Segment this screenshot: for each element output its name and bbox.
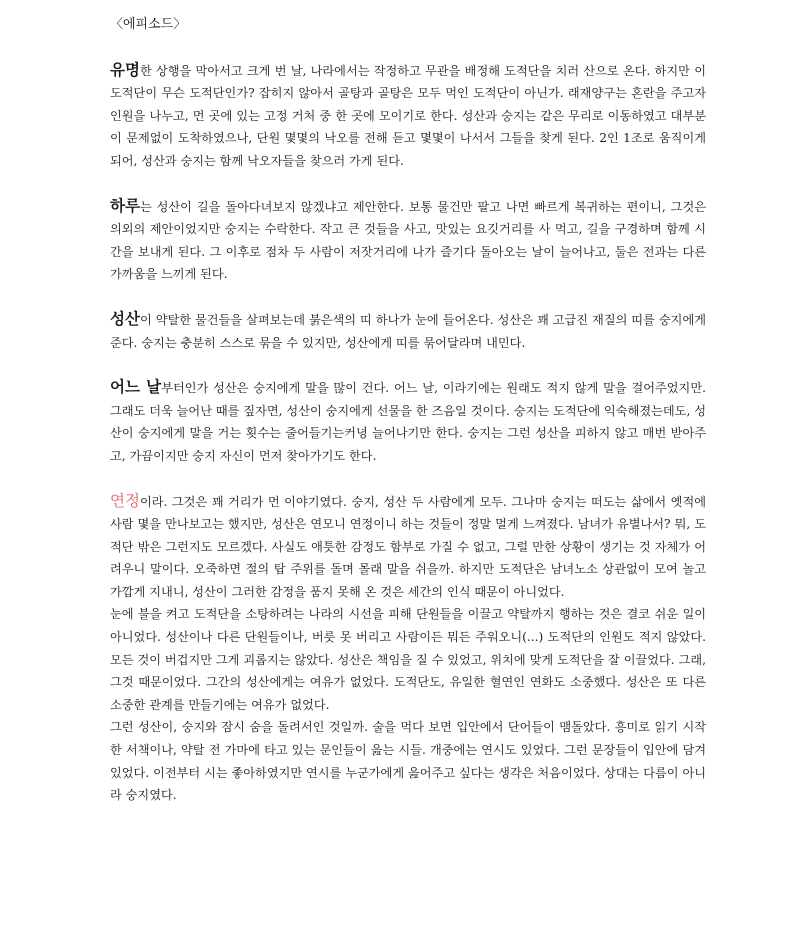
paragraph-1: [110, 59, 706, 173]
paragraph-4-lead: 어느 날: [110, 377, 162, 397]
paragraph-5-text: 이라. 그것은 꽤 거리가 먼 이야기였다. 숭지, 성산 두 사람에게 모두. 그나마 숭지는 떠도는 삶에서 옛적에 사람 몇을 만나보고는 했지만, 성산은 연모니 연정이니 하는 것들이 정말 멀게 느껴졌다. 남녀가 유별나서? 뭐, 도적단 밖은 그런지도 모르겠다. 사실도 애틋한 감정도 함부로 가질 수 없고, 그럴 만한 상황이 생기는 것 자체가 어려우니 말이다. 오죽하면 절의 탑 주위를 돌며 몰래 말을 쉬을까. 하지만 도적단은 남녀노소 상관없이 모여 놀고 가깝게 지내니, 성산이 그러한 감정을 품지 못해 온 것은 세간의 인식 때문이 아니었다.: [110, 494, 706, 599]
paragraph-3: [110, 308, 706, 354]
paragraph-6: [110, 603, 706, 716]
paragraph-4-text: 부터인가 성산은 숭지에게 말을 많이 건다. 어느 날, 이라기에는 원래도 적지 않게 말을 걸어주었지만. 그래도 더욱 늘어난 때를 짚자면, 성산이 숭지에게 선물을 한 즈음일 것이다. 숭지는 도적단에 익숙해졌는데도, 성산이 숭지에게 말을 거는 횟수는 줄어들기는커녕 늘어나기만 한다. 숭지는 그런 성산을 피하지 않고 매번 받아주고, 가끔이지만 숭지 자신이 먼저 찾아가기도 한다.: [110, 381, 706, 463]
paragraph-5: [110, 490, 706, 604]
paragraph-2-text: 는 성산이 길을 돌아다녀보지 않겠냐고 제안한다. 보통 물건만 팔고 나면 빠르게 복귀하는 편이니, 그것은 의외의 제안이었지만 숭지는 수락한다. 작고 큰 것들을 사고, 맛있는 요깃거리를 사 먹고, 길을 구경하며 함께 시간을 보내게 된다. 그 이후로 점차 두 사람이 저잣거리에 나가 즐기다 돌아오는 날이 늘어나고, 둘은 전과는 다른 가까움을 느끼게 된다.: [110, 199, 706, 282]
paragraph-5-lead: 연정: [110, 491, 140, 510]
paragraph-7: [110, 716, 706, 806]
paragraph-3-text: 이 약탈한 물건들을 살펴보는데 붉은색의 띠 하나가 눈에 들어온다. 성산은 꽤 고급진 재질의 띠를 숭지에게 준다. 숭지는 충분히 스스로 묶을 수 있지만, 성산에게 띠를 묶어달라며 내민다.: [110, 312, 706, 350]
paragraph-4: [110, 376, 706, 467]
paragraph-2: [110, 195, 706, 286]
paragraph-3-lead: 성산: [110, 308, 140, 328]
paragraph-6-text: 눈에 불을 켜고 도적단을 소탕하려는 나라의 시선을 피해 단원들을 이끌고 약탈까지 행하는 것은 결코 쉬운 일이 아니었다. 성산이나 다른 단원들이나, 버릇 못 버리고 사람이든 뭐든 주워오니(...) 도적단의 인원도 적지 않았다. 모든 것이 버겁지만 그게 괴롭지는 않았다. 성산은 책임을 질 수 있었고, 위치에 맞게 도적단을 잘 이끌었다. 그래, 그것 때문이었다. 그간의 성산에게는 여유가 없었다. 도적단도, 유일한 혈연인 연화도 소중했다. 성산은 또 다른 소중한 관계를 만들기에는 여유가 없었다.: [110, 607, 706, 712]
paragraph-2-lead: 하루: [110, 195, 140, 215]
episode-heading: 〈에피소드〉: [110, 17, 187, 32]
paragraph-1-text: 한 상행을 막아서고 크게 번 날, 나라에서는 작정하고 무관을 배정해 도적단을 치러 산으로 온다. 하지만 이 도적단이 무슨 도적단인가? 잡히지 않아서 골탕과 골탕은 모두 먹인 도적단이 아닌가. 래재양구는 혼란을 주고자 인원을 나누고, 먼 곳에 있는 고정 거처 중 한 곳에 모이기로 한다. 성산과 숭지는 같은 무리로 이동하였고 대부분이 문제없이 도착하였으나, 단원 몇몇의 낙오를 전해 듣고 몇몇이 나서서 그들을 찾게 된다. 2인 1조로 움직이게 되어, 성산과 숭지는 함께 낙오자들을 찾으러 가게 된다.: [110, 63, 706, 168]
paragraph-1-lead: 유명: [110, 59, 140, 79]
paragraph-7-text: 그런 성산이, 숭지와 잠시 숨을 돌려서인 것일까. 술을 먹다 보면 입안에서 단어들이 맴돌았다. 흥미로 읽기 시작한 서책이나, 약탈 전 가마에 타고 있는 문인들이 읊는 시들. 개중에는 연시도 있었다. 그런 문장들이 입안에 담겨 있었다. 이전부터 시는 좋아하였지만 연시를 누군가에게 읊어주고 싶다는 생각은 처음이었다. 상대는 다름이 아니라 숭지였다.: [110, 720, 706, 803]
